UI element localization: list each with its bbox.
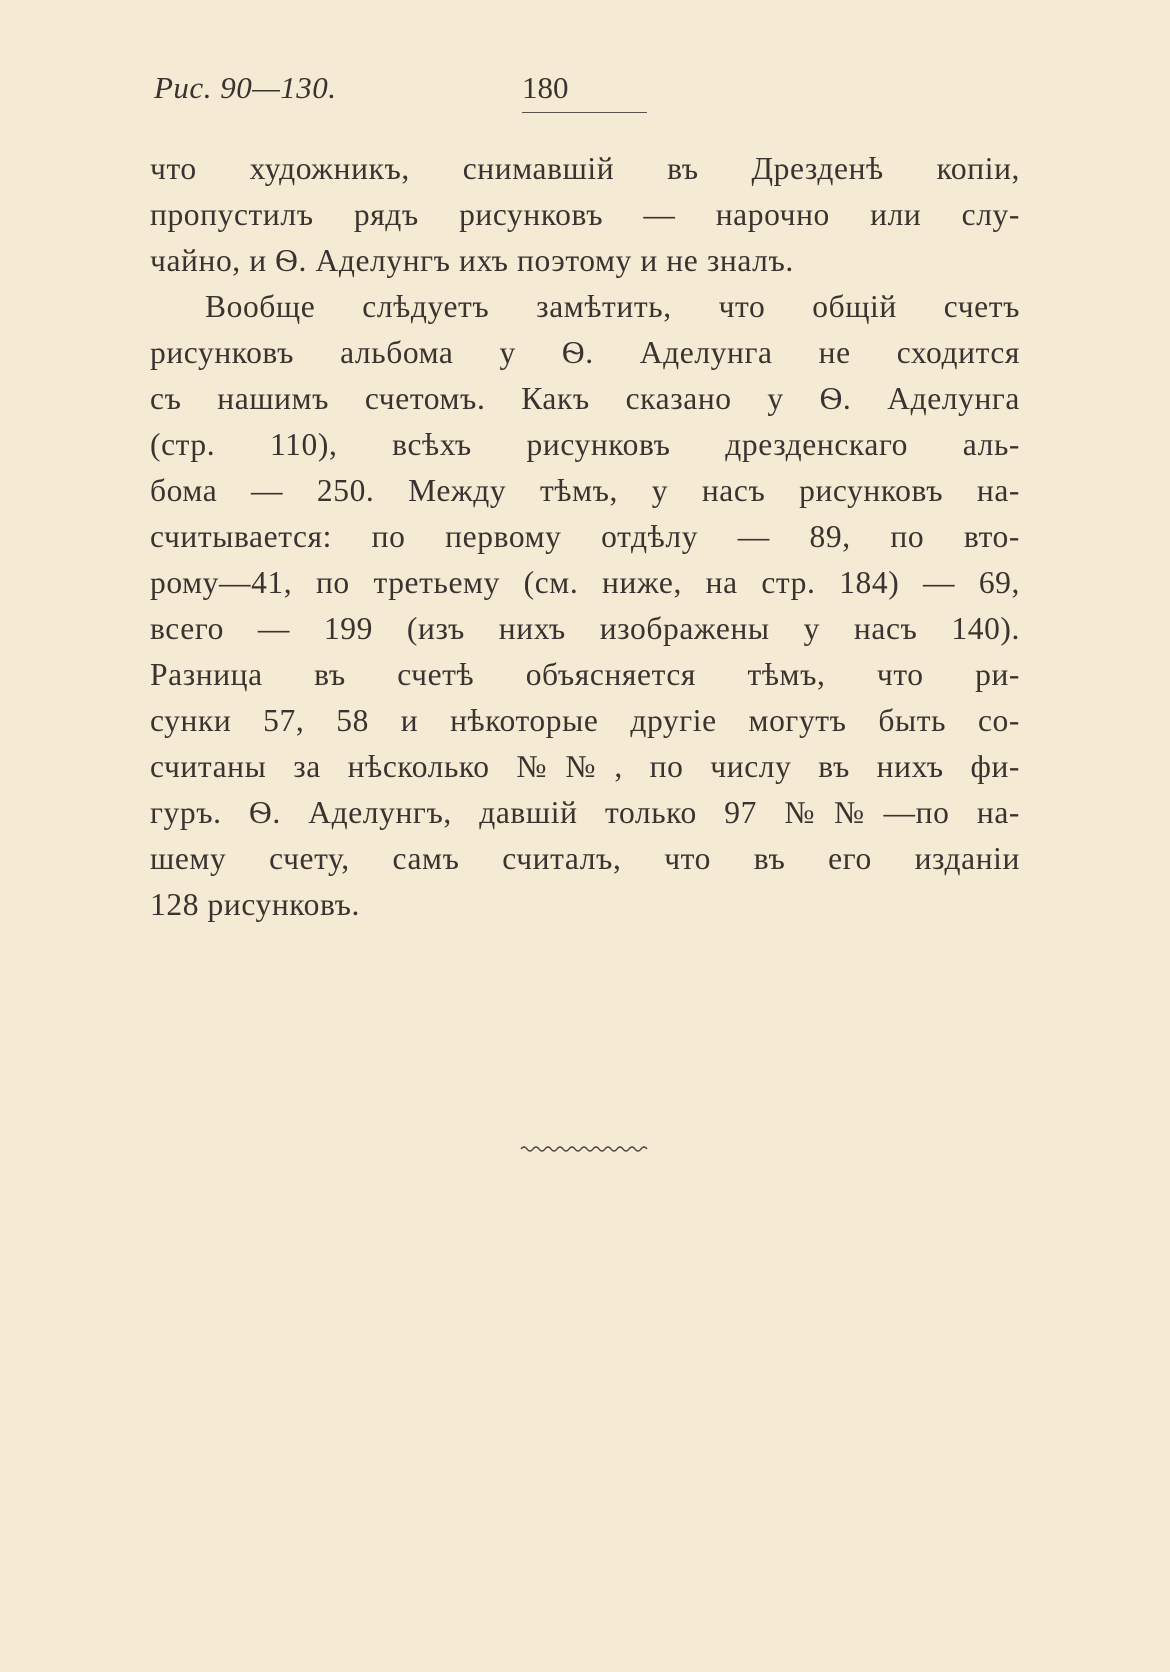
text-line: считывается: по первому отдѣлу — 89, по вто- xyxy=(150,519,1020,554)
page-header xyxy=(150,70,1020,120)
text-line: сунки 57, 58 и нѣкоторые другіе могутъ быть со- xyxy=(150,703,1020,738)
text-line: Разница въ счетѣ объясняется тѣмъ, что ри- xyxy=(150,657,1020,692)
text-line: 128 рисунковъ. xyxy=(150,887,361,922)
text-line: съ нашимъ счетомъ. Какъ сказано у Ѳ. Аделунга xyxy=(150,381,1020,416)
running-head: Рис. 90—130. xyxy=(154,70,337,105)
body-text xyxy=(150,146,1020,928)
text-line: (стр. 110), всѣхъ рисунковъ дрезденскаго аль- xyxy=(150,427,1020,462)
text-line: чайно, и Ѳ. Аделунгъ ихъ поэтому и не зналъ. xyxy=(150,243,794,278)
text-line: рому—41, по третьему (см. ниже, на стр. 184) — 69, xyxy=(150,565,1020,600)
text-line: Вообще слѣдуетъ замѣтить, что общій счетъ xyxy=(205,289,1020,324)
page-number: 180 xyxy=(522,70,569,105)
wavy-ornament xyxy=(519,1143,651,1155)
text-line: бома — 250. Между тѣмъ, у насъ рисунковъ на- xyxy=(150,473,1020,508)
text-line: всего — 199 (изъ нихъ изображены у насъ 140). xyxy=(150,611,1020,646)
text-line: пропустилъ рядъ рисунковъ — нарочно или слу- xyxy=(150,197,1020,232)
text-line: гуръ. Ѳ. Аделунгъ, давшій только 97 №№—по на- xyxy=(150,795,1020,830)
text-line: шему счету, самъ считалъ, что въ его изданіи xyxy=(150,841,1020,876)
text-line: что художникъ, снимавшій въ Дрезденѣ копіи, xyxy=(150,151,1020,186)
text-line: рисунковъ альбома у Ѳ. Аделунга не сходится xyxy=(150,335,1020,370)
header-rule xyxy=(522,112,647,113)
text-line: считаны за нѣсколько №№, по числу въ нихъ фи- xyxy=(150,749,1020,784)
